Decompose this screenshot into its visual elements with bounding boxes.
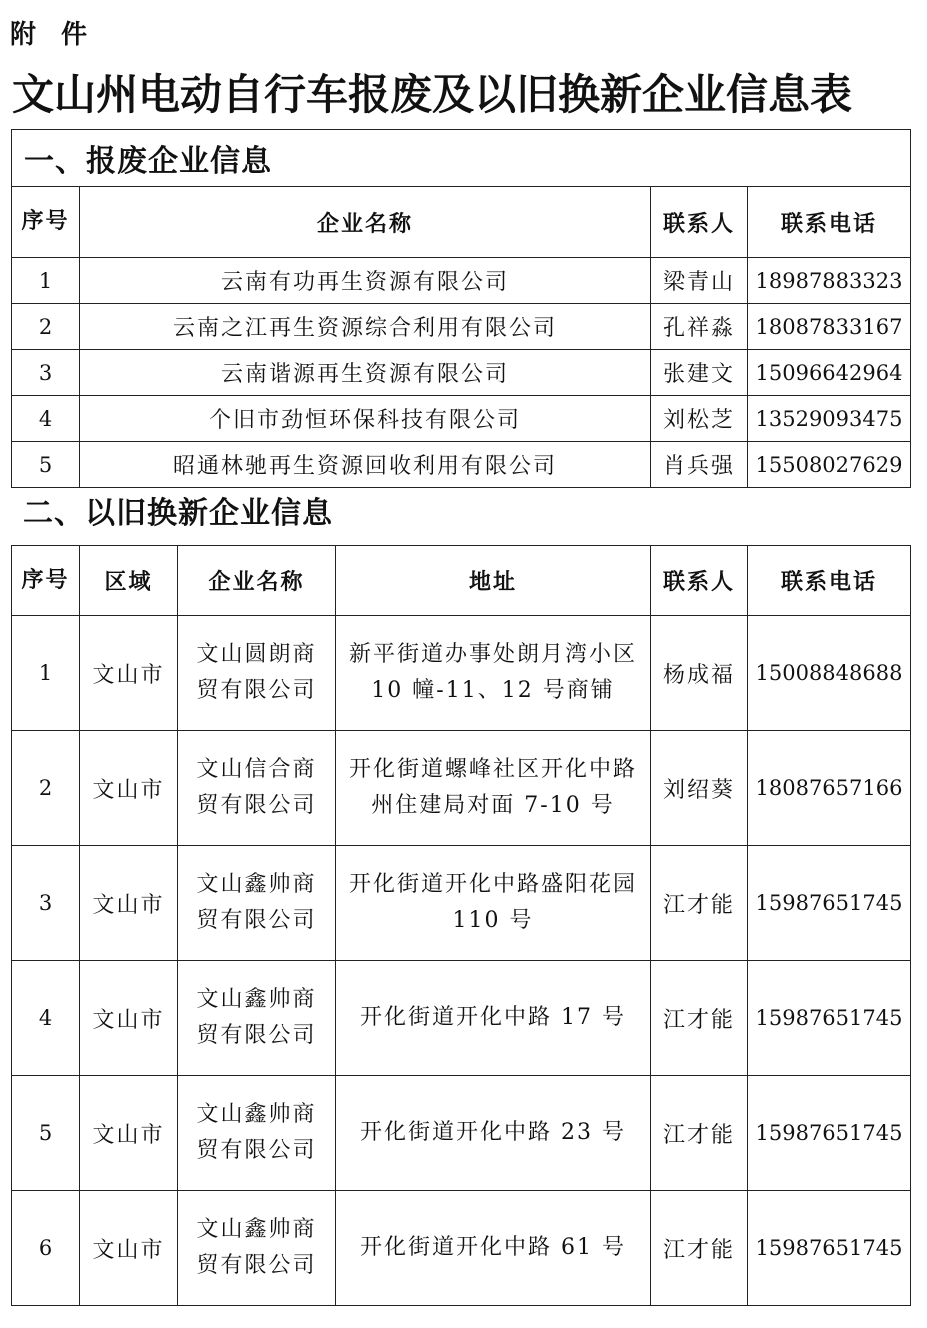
- company-cell: 昭通林驰再生资源回收利用有限公司: [80, 442, 651, 488]
- contact-cell: 杨成福: [651, 616, 748, 731]
- company-cell: 云南有功再生资源有限公司: [80, 258, 651, 304]
- seq-cell: 4: [12, 396, 80, 442]
- phone-cell: 13529093475: [748, 396, 911, 442]
- region-cell: 文山市: [80, 846, 178, 961]
- table-row: [12, 1076, 911, 1191]
- tradein-section-heading: 二、以旧换新企业信息: [23, 496, 333, 531]
- seq-cell: 6: [12, 1191, 80, 1306]
- company-cell: 文山信合商贸有限公司: [178, 731, 336, 846]
- tradein-header-row: [12, 546, 911, 616]
- contact-cell: 江才能: [651, 846, 748, 961]
- col-header-address: 地址: [336, 546, 651, 616]
- company-cell: 云南之江再生资源综合利用有限公司: [80, 304, 651, 350]
- company-cell: 文山鑫帅商贸有限公司: [178, 1076, 336, 1191]
- contact-cell: 江才能: [651, 1076, 748, 1191]
- phone-cell: 15987651745: [748, 961, 911, 1076]
- region-cell: 文山市: [80, 616, 178, 731]
- address-cell: 开化街道开化中路 17 号: [336, 961, 651, 1076]
- contact-cell: 江才能: [651, 1191, 748, 1306]
- phone-cell: 15987651745: [748, 846, 911, 961]
- table-row: [12, 616, 911, 731]
- table-row: [12, 961, 911, 1076]
- address-cell: 开化街道开化中路 23 号: [336, 1076, 651, 1191]
- phone-cell: 15987651745: [748, 1076, 911, 1191]
- contact-cell: 江才能: [651, 961, 748, 1076]
- seq-cell: 5: [12, 1076, 80, 1191]
- table-row: [12, 350, 911, 396]
- phone-cell: 15008848688: [748, 616, 911, 731]
- phone-cell: 18087833167: [748, 304, 911, 350]
- company-cell: 文山鑫帅商贸有限公司: [178, 1191, 336, 1306]
- table-row: [12, 304, 911, 350]
- seq-cell: 5: [12, 442, 80, 488]
- contact-cell: 张建文: [651, 350, 748, 396]
- scrap-enterprise-table: [11, 129, 911, 488]
- address-cell: 开化街道开化中路 61 号: [336, 1191, 651, 1306]
- phone-cell: 15096642964: [748, 350, 911, 396]
- address-cell: 新平街道办事处朗月湾小区 10 幢-11、12 号商铺: [336, 616, 651, 731]
- scrap-section-heading: 一、报废企业信息: [12, 130, 911, 187]
- contact-cell: 刘绍葵: [651, 731, 748, 846]
- table-row: [12, 1191, 911, 1306]
- col-header-region: 区域: [80, 546, 178, 616]
- region-cell: 文山市: [80, 961, 178, 1076]
- col-header-contact: 联系人: [651, 187, 748, 258]
- tradein-enterprise-table: [11, 545, 911, 1306]
- contact-cell: 刘松芝: [651, 396, 748, 442]
- seq-cell: 1: [12, 616, 80, 731]
- seq-cell: 2: [12, 304, 80, 350]
- company-cell: 文山鑫帅商贸有限公司: [178, 846, 336, 961]
- col-header-seq: 序号: [12, 187, 80, 258]
- seq-cell: 1: [12, 258, 80, 304]
- region-cell: 文山市: [80, 1076, 178, 1191]
- address-cell: 开化街道螺峰社区开化中路州住建局对面 7-10 号: [336, 731, 651, 846]
- table-row: [12, 731, 911, 846]
- col-header-contact: 联系人: [651, 546, 748, 616]
- seq-cell: 3: [12, 846, 80, 961]
- table-row: [12, 442, 911, 488]
- contact-cell: 孔祥淼: [651, 304, 748, 350]
- contact-cell: 肖兵强: [651, 442, 748, 488]
- company-cell: 文山圆朗商贸有限公司: [178, 616, 336, 731]
- phone-cell: 18087657166: [748, 731, 911, 846]
- col-header-seq: 序号: [12, 546, 80, 616]
- region-cell: 文山市: [80, 1191, 178, 1306]
- seq-cell: 4: [12, 961, 80, 1076]
- table-row: [12, 396, 911, 442]
- contact-cell: 梁青山: [651, 258, 748, 304]
- address-cell: 开化街道开化中路盛阳花园 110 号: [336, 846, 651, 961]
- company-cell: 个旧市劲恒环保科技有限公司: [80, 396, 651, 442]
- seq-cell: 3: [12, 350, 80, 396]
- phone-cell: 15987651745: [748, 1191, 911, 1306]
- col-header-phone: 联系电话: [748, 546, 911, 616]
- company-cell: 云南谐源再生资源有限公司: [80, 350, 651, 396]
- phone-cell: 18987883323: [748, 258, 911, 304]
- seq-cell: 2: [12, 731, 80, 846]
- col-header-company: 企业名称: [80, 187, 651, 258]
- phone-cell: 15508027629: [748, 442, 911, 488]
- attachment-label: 附 件: [10, 20, 96, 50]
- table-row: [12, 846, 911, 961]
- col-header-company: 企业名称: [178, 546, 336, 616]
- region-cell: 文山市: [80, 731, 178, 846]
- col-header-phone: 联系电话: [748, 187, 911, 258]
- company-cell: 文山鑫帅商贸有限公司: [178, 961, 336, 1076]
- page-title: 文山州电动自行车报废及以旧换新企业信息表: [12, 70, 853, 119]
- table-row: [12, 258, 911, 304]
- scrap-header-row: [12, 187, 911, 258]
